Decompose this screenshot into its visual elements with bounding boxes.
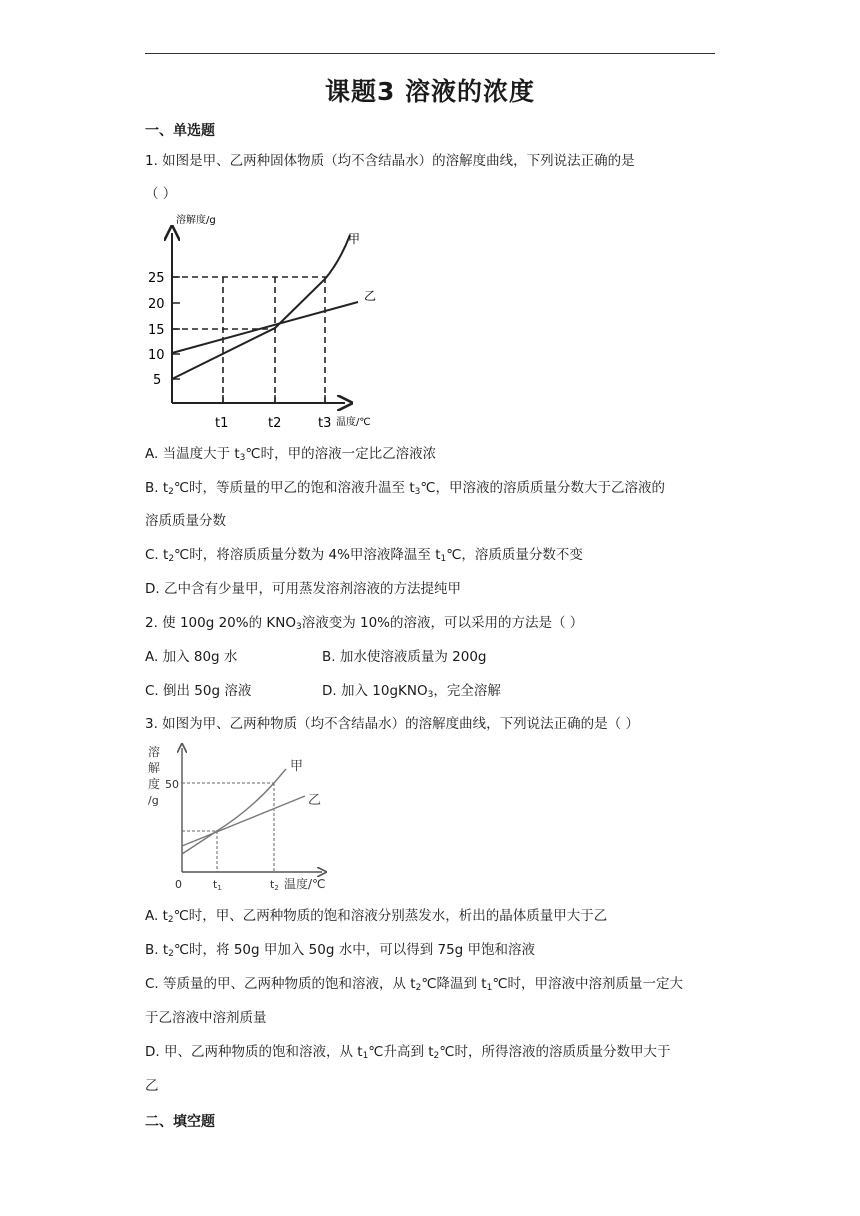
q1-xtick-t1: t1	[215, 416, 229, 431]
section-fill-blank: 二、填空题	[145, 1114, 215, 1130]
q3-curve-jia	[182, 769, 286, 854]
q1-graph-xlabel: 温度/℃	[336, 417, 371, 428]
q3-option-c-line2: 于乙溶液中溶剂质量	[145, 1010, 267, 1026]
q1-xtick-t3: t3	[318, 416, 332, 431]
q1-ytick-5: 5	[153, 373, 162, 388]
q3-xtick-t2: t2	[270, 878, 279, 892]
q2-option-b: B. 加水使溶液质量为 200g	[322, 649, 487, 665]
q1-curve-jia	[172, 235, 350, 379]
q3-ytick-50: 50	[165, 778, 179, 791]
q1-ytick-10: 10	[148, 348, 165, 363]
q3-label-yi: 乙	[308, 793, 322, 808]
q3-option-d: D. 甲、乙两种物质的饱和溶液，从 $t_1℃$升高到 $t_2℃$时，所得溶液的溶质质量分数甲大于	[145, 1044, 671, 1061]
q3-stem: 3. 如图为甲、乙两种物质（均不含结晶水）的溶解度曲线，下列说法正确的是（ ）	[145, 716, 639, 732]
q3-solubility-graph	[140, 742, 340, 897]
q2-stem: 2. 使 100g 20%的 $KNO_3$溶液变为 10%的溶液，可以采用的方法是（ ）	[145, 615, 584, 632]
q3-ylabel-3: 度	[148, 777, 161, 791]
q1-solubility-graph	[140, 205, 380, 435]
q1-ytick-25: 25	[148, 271, 165, 286]
q1-ytick-20: 20	[148, 297, 165, 312]
q3-xtick-t1: t1	[213, 878, 222, 892]
q1-label-yi: 乙	[364, 289, 377, 303]
q3-ylabel-4: /g	[148, 794, 159, 807]
header-rule	[145, 53, 715, 54]
q1-option-b-line2: 溶质质量分数	[145, 513, 226, 529]
q2-option-c: C. 倒出 50g 溶液	[145, 683, 252, 699]
q1-graph-ylabel: 溶解度/g	[176, 215, 216, 226]
q1-option-d: D. 乙中含有少量甲，可用蒸发溶剂溶液的方法提纯甲	[145, 581, 461, 597]
q1-label-jia: 甲	[348, 232, 361, 246]
section-single-choice: 一、单选题	[145, 123, 215, 139]
q1-option-a: A. 当温度大于 $t_3℃$时，甲的溶液一定比乙溶液浓	[145, 446, 437, 463]
q3-xlabel: 温度/℃	[284, 877, 326, 891]
q1-curve-yi	[172, 302, 358, 353]
q1-ytick-15: 15	[148, 323, 165, 338]
q3-label-jia: 甲	[290, 759, 304, 774]
page-title: 课题3 溶液的浓度	[324, 77, 536, 106]
q1-stem-line2: （ ）	[145, 186, 177, 202]
q3-origin: 0	[175, 878, 182, 891]
q1-option-c: C. $t_2℃$时，将溶质质量分数为 4%甲溶液降温至 $t_1℃$，溶质质量分数不变	[145, 547, 583, 564]
q3-curve-yi	[182, 796, 305, 846]
q1-stem-line1: 1. 如图是甲、乙两种固体物质（均不含结晶水）的溶解度曲线，下列说法正确的是	[145, 153, 635, 169]
q3-option-d-line2: 乙	[145, 1078, 159, 1094]
q2-option-a: A. 加入 80g 水	[145, 649, 238, 665]
q3-ylabel-2: 解	[148, 761, 161, 775]
q2-option-d: D. 加入 10gKNO$_3$，完全溶解	[322, 683, 501, 700]
q3-ylabel-1: 溶	[148, 745, 161, 759]
q3-option-b: B. $t_2℃$时，将 50g 甲加入 50g 水中，可以得到 75g 甲饱和溶液	[145, 942, 536, 959]
q3-option-a: A. $t_2℃$时，甲、乙两种物质的饱和溶液分别蒸发水，析出的晶体质量甲大于乙	[145, 908, 608, 925]
q1-xtick-t2: t2	[268, 416, 282, 431]
q3-option-c: C. 等质量的甲、乙两种物质的饱和溶液，从 $t_2℃$降温到 $t_1℃$时，甲溶液中溶剂质量一定大	[145, 976, 683, 993]
q1-option-b: B. $t_2℃$时，等质量的甲乙的饱和溶液升温至 $t_3℃$，甲溶液的溶质质量分数大于乙溶液的	[145, 480, 666, 497]
